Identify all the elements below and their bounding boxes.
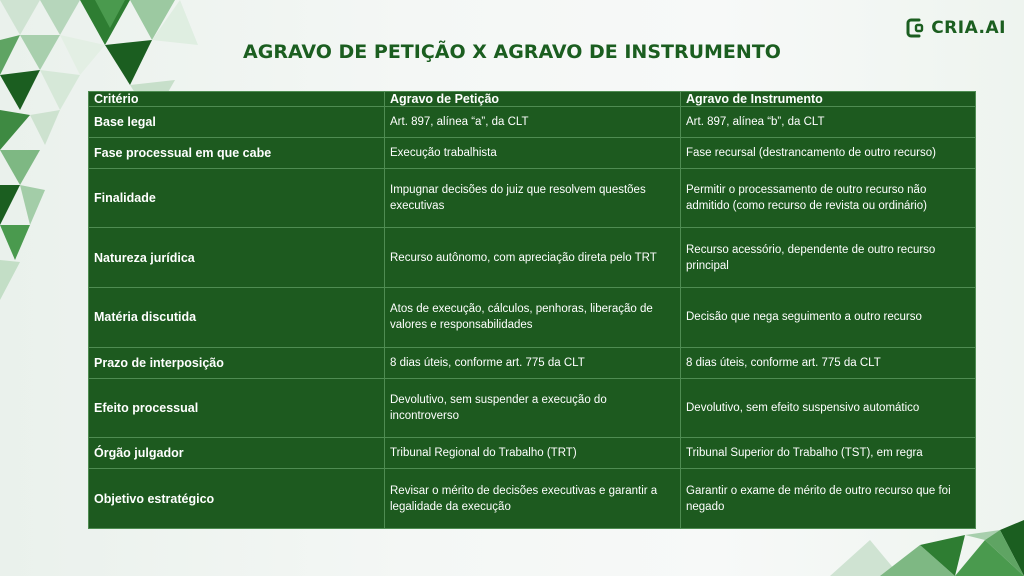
table-row	[89, 168, 976, 228]
criterion-cell: Natureza jurídica	[89, 228, 385, 288]
table-row	[89, 107, 976, 138]
peticao-cell: Atos de execução, cálculos, penhoras, liberação de valores e responsabilidades	[385, 288, 681, 348]
instrumento-cell: Decisão que nega seguimento a outro recurso	[681, 288, 976, 348]
instrumento-cell: Fase recursal (destrancamento de outro recurso)	[681, 137, 976, 168]
header-agravo-peticao: Agravo de Petição	[385, 92, 681, 107]
instrumento-cell: Art. 897, alínea “b”, da CLT	[681, 107, 976, 138]
table-header-row	[89, 92, 976, 107]
criterion-cell: Objetivo estratégico	[89, 469, 385, 529]
header-criterio: Critério	[89, 92, 385, 107]
criterion-cell: Órgão julgador	[89, 438, 385, 469]
peticao-cell: Art. 897, alínea “a”, da CLT	[385, 107, 681, 138]
comparison-table	[88, 91, 976, 529]
peticao-cell: 8 dias úteis, conforme art. 775 da CLT	[385, 347, 681, 378]
brand-logo	[905, 16, 1006, 40]
peticao-cell: Tribunal Regional do Trabalho (TRT)	[385, 438, 681, 469]
instrumento-cell: Devolutivo, sem efeito suspensivo automático	[681, 378, 976, 438]
table-row	[89, 288, 976, 348]
peticao-cell: Revisar o mérito de decisões executivas e garantir a legalidade da execução	[385, 469, 681, 529]
criterion-cell: Efeito processual	[89, 378, 385, 438]
instrumento-cell: Permitir o processamento de outro recurso não admitido (como recurso de revista ou ordinário)	[681, 168, 976, 228]
page-title: AGRAVO DE PETIÇÃO X AGRAVO DE INSTRUMENTO	[243, 41, 781, 63]
cria-logo-icon	[905, 16, 925, 40]
table-row	[89, 438, 976, 469]
peticao-cell: Impugnar decisões do juiz que resolvem questões executivas	[385, 168, 681, 228]
criterion-cell: Finalidade	[89, 168, 385, 228]
instrumento-cell: Garantir o exame de mérito de outro recurso que foi negado	[681, 469, 976, 529]
criterion-cell: Base legal	[89, 107, 385, 138]
peticao-cell: Recurso autônomo, com apreciação direta pelo TRT	[385, 228, 681, 288]
header-agravo-instrumento: Agravo de Instrumento	[681, 92, 976, 107]
instrumento-cell: 8 dias úteis, conforme art. 775 da CLT	[681, 347, 976, 378]
table-row	[89, 137, 976, 168]
criterion-cell: Matéria discutida	[89, 288, 385, 348]
criterion-cell: Prazo de interposição	[89, 347, 385, 378]
table-row	[89, 469, 976, 529]
instrumento-cell: Tribunal Superior do Trabalho (TST), em regra	[681, 438, 976, 469]
peticao-cell: Devolutivo, sem suspender a execução do incontroverso	[385, 378, 681, 438]
criterion-cell: Fase processual em que cabe	[89, 137, 385, 168]
peticao-cell: Execução trabalhista	[385, 137, 681, 168]
table-row	[89, 347, 976, 378]
brand-name: CRIA.AI	[931, 18, 1006, 38]
table-row	[89, 378, 976, 438]
instrumento-cell: Recurso acessório, dependente de outro recurso principal	[681, 228, 976, 288]
table-row	[89, 228, 976, 288]
